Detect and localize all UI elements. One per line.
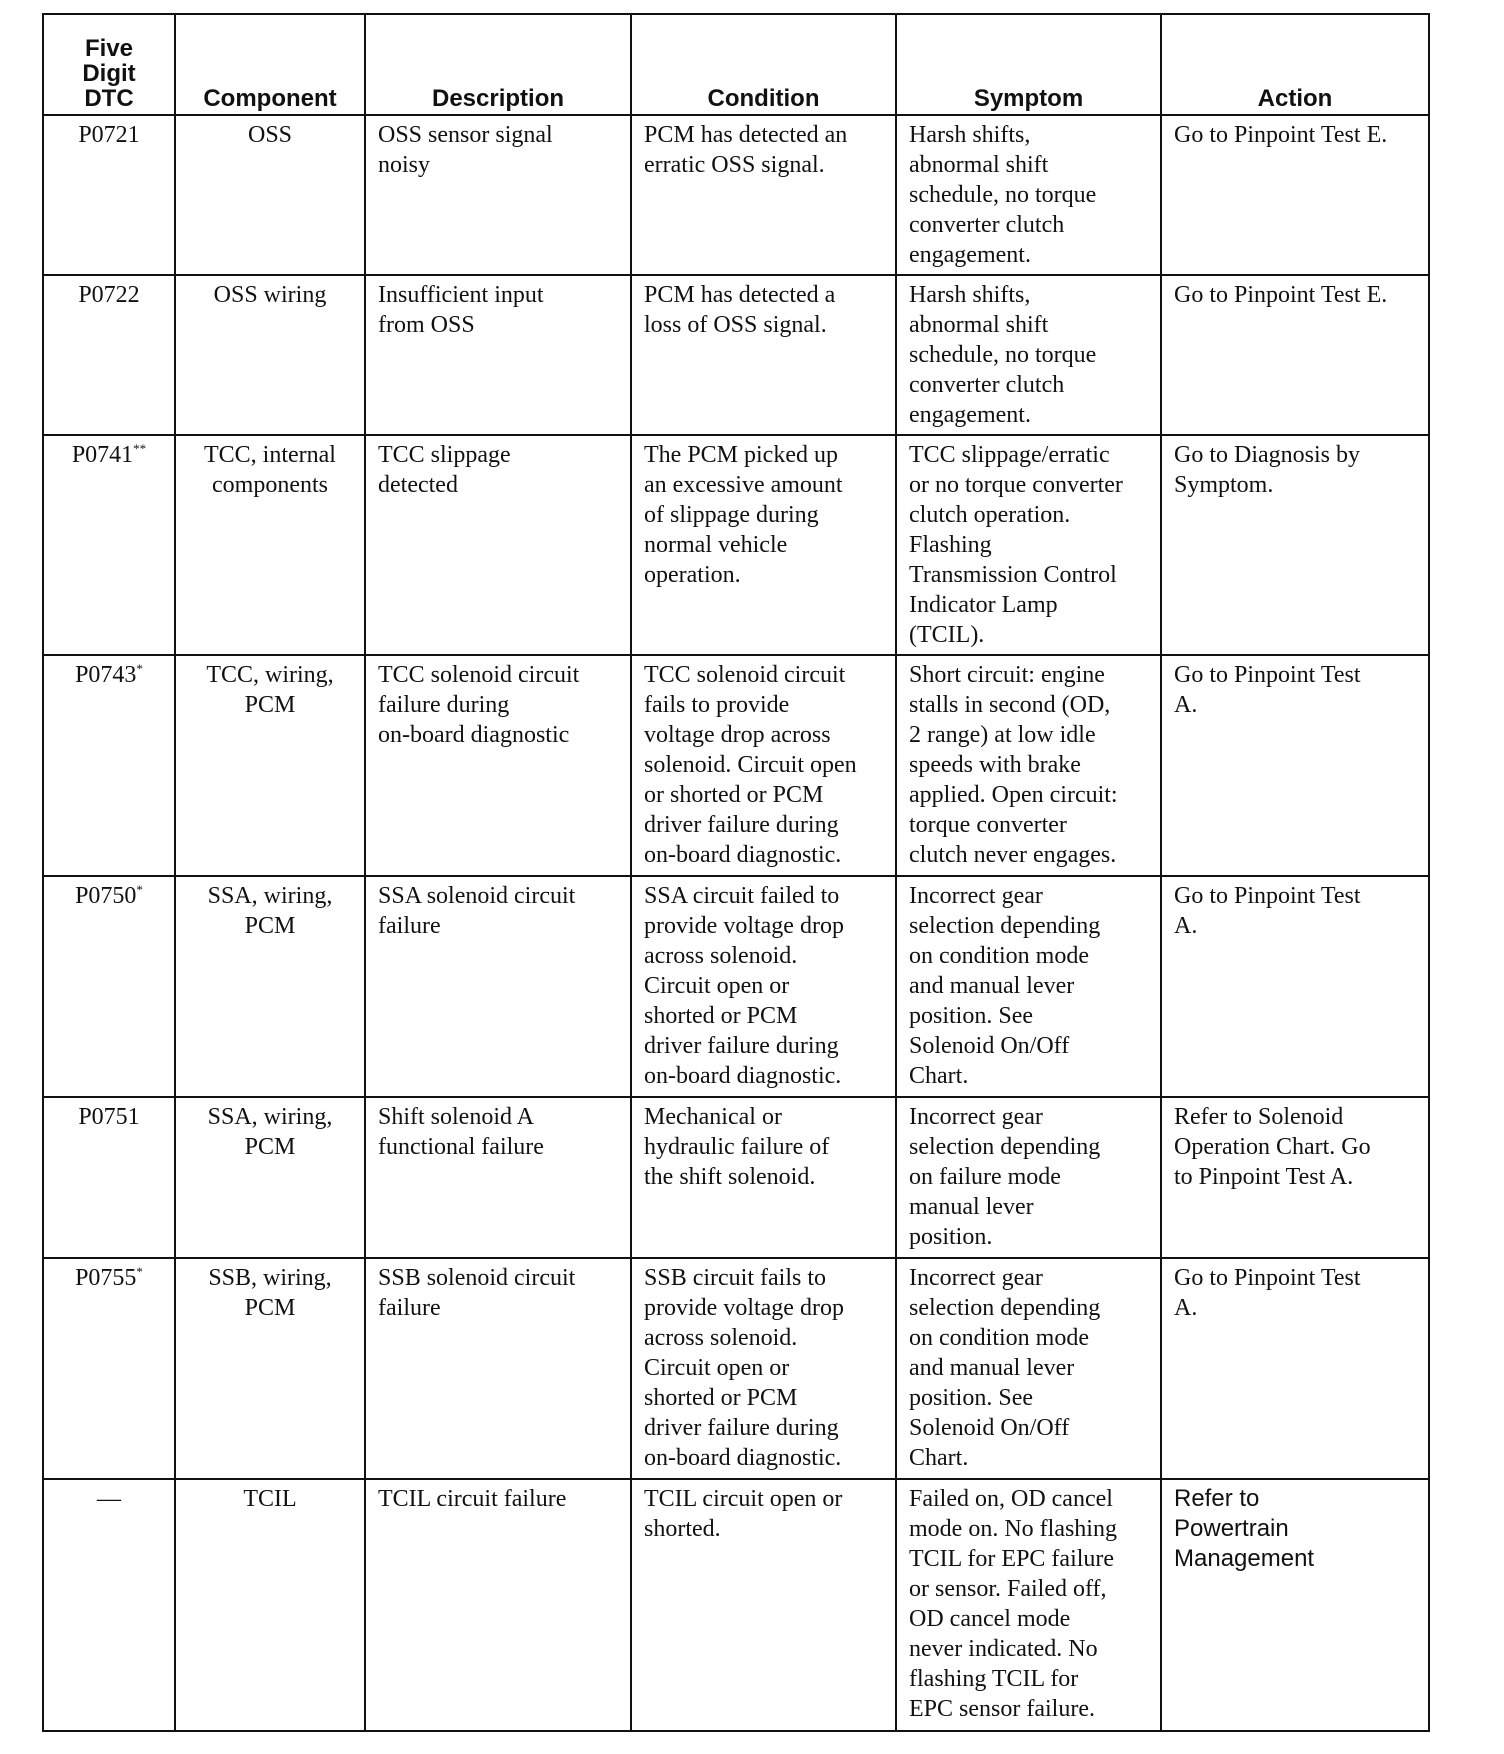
symptom-cell: Failed on, OD cancel mode on. No flashing TCIL for EPC failure or sensor. Failed off, OD cancel mode never indicated. No flashing TCIL for EPC sensor failure. xyxy=(896,1479,1161,1731)
dtc-cell xyxy=(43,275,175,435)
action-cell: Go to Pinpoint Test A. xyxy=(1161,1258,1429,1479)
dtc-code: P0722 xyxy=(78,282,140,308)
header-condition: Condition xyxy=(631,14,896,115)
symptom-cell: Harsh shifts, abnormal shift schedule, no torque converter clutch engagement. xyxy=(896,115,1161,275)
component-cell: SSB, wiring, PCM xyxy=(175,1258,365,1479)
header-action: Action xyxy=(1161,14,1429,115)
condition-cell: TCIL circuit open or shorted. xyxy=(631,1479,896,1731)
component-cell: TCC, wiring, PCM xyxy=(175,655,365,876)
header-description: Description xyxy=(365,14,631,115)
condition-cell: PCM has detected an erratic OSS signal. xyxy=(631,115,896,275)
dtc-cell xyxy=(43,655,175,876)
action-cell: Go to Pinpoint Test E. xyxy=(1161,115,1429,275)
dtc-cell xyxy=(43,435,175,655)
condition-cell: TCC solenoid circuit fails to provide voltage drop across solenoid. Circuit open or shorted or PCM driver failure during on-board diagnostic. xyxy=(631,655,896,876)
dtc-footnote-mark: * xyxy=(136,661,143,676)
table-row xyxy=(43,876,1429,1097)
header-row xyxy=(43,14,1429,115)
component-cell: SSA, wiring, PCM xyxy=(175,1097,365,1258)
dtc-code: P0751 xyxy=(78,1104,140,1130)
component-cell: TCIL xyxy=(175,1479,365,1731)
description-cell: Shift solenoid A functional failure xyxy=(365,1097,631,1258)
symptom-cell: Short circuit: engine stalls in second (OD, 2 range) at low idle speeds with brake applied. Open circuit: torque converter clutch never engages. xyxy=(896,655,1161,876)
symptom-cell: TCC slippage/erratic or no torque converter clutch operation. Flashing Transmission Control Indicator Lamp (TCIL). xyxy=(896,435,1161,655)
description-cell: Insufficient input from OSS xyxy=(365,275,631,435)
condition-cell: The PCM picked up an excessive amount of slippage during normal vehicle operation. xyxy=(631,435,896,655)
dtc-cell xyxy=(43,1258,175,1479)
dtc-code: — xyxy=(97,1486,121,1512)
condition-cell: SSA circuit failed to provide voltage drop across solenoid. Circuit open or shorted or PCM driver failure during on-board diagnostic. xyxy=(631,876,896,1097)
action-cell: Refer to Powertrain Management xyxy=(1161,1479,1429,1731)
symptom-cell: Incorrect gear selection depending on condition mode and manual lever position. See Solenoid On/Off Chart. xyxy=(896,876,1161,1097)
table-row xyxy=(43,655,1429,876)
table-row xyxy=(43,1097,1429,1258)
condition-cell: SSB circuit fails to provide voltage drop across solenoid. Circuit open or shorted or PCM driver failure during on-board diagnostic. xyxy=(631,1258,896,1479)
table-row xyxy=(43,435,1429,655)
table-row xyxy=(43,275,1429,435)
dtc-cell xyxy=(43,1097,175,1258)
dtc-footnote-mark: * xyxy=(136,882,143,897)
description-cell: OSS sensor signal noisy xyxy=(365,115,631,275)
table-row xyxy=(43,1479,1429,1731)
action-cell: Go to Pinpoint Test A. xyxy=(1161,655,1429,876)
header-component: Component xyxy=(175,14,365,115)
description-cell: TCIL circuit failure xyxy=(365,1479,631,1731)
action-cell: Go to Diagnosis by Symptom. xyxy=(1161,435,1429,655)
action-cell: Go to Pinpoint Test E. xyxy=(1161,275,1429,435)
condition-cell: PCM has detected a loss of OSS signal. xyxy=(631,275,896,435)
dtc-code: P0755 xyxy=(75,1265,137,1291)
dtc-code: P0750 xyxy=(75,883,137,909)
dtc-footnote-mark: ** xyxy=(133,441,147,456)
dtc-code: P0741 xyxy=(71,442,134,468)
symptom-cell: Incorrect gear selection depending on failure mode manual lever position. xyxy=(896,1097,1161,1258)
description-cell: SSB solenoid circuit failure xyxy=(365,1258,631,1479)
component-cell: TCC, internal components xyxy=(175,435,365,655)
component-cell: SSA, wiring, PCM xyxy=(175,876,365,1097)
description-cell: TCC slippage detected xyxy=(365,435,631,655)
dtc-code: P0743 xyxy=(75,662,137,688)
condition-cell: Mechanical or hydraulic failure of the shift solenoid. xyxy=(631,1097,896,1258)
symptom-cell: Incorrect gear selection depending on condition mode and manual lever position. See Solenoid On/Off Chart. xyxy=(896,1258,1161,1479)
dtc-cell xyxy=(43,1479,175,1731)
symptom-cell: Harsh shifts, abnormal shift schedule, no torque converter clutch engagement. xyxy=(896,275,1161,435)
description-cell: TCC solenoid circuit failure during on-board diagnostic xyxy=(365,655,631,876)
dtc-footnote-mark: * xyxy=(136,1264,143,1279)
description-cell: SSA solenoid circuit failure xyxy=(365,876,631,1097)
table-row xyxy=(43,1258,1429,1479)
component-cell: OSS wiring xyxy=(175,275,365,435)
dtc-cell xyxy=(43,115,175,275)
dtc-table xyxy=(42,13,1430,1732)
table-row xyxy=(43,115,1429,275)
header-symptom: Symptom xyxy=(896,14,1161,115)
dtc-code: P0721 xyxy=(78,122,140,148)
action-cell: Refer to Solenoid Operation Chart. Go to Pinpoint Test A. xyxy=(1161,1097,1429,1258)
dtc-cell xyxy=(43,876,175,1097)
header-five-digit-dtc: Five Digit DTC xyxy=(43,14,175,115)
action-cell: Go to Pinpoint Test A. xyxy=(1161,876,1429,1097)
component-cell: OSS xyxy=(175,115,365,275)
